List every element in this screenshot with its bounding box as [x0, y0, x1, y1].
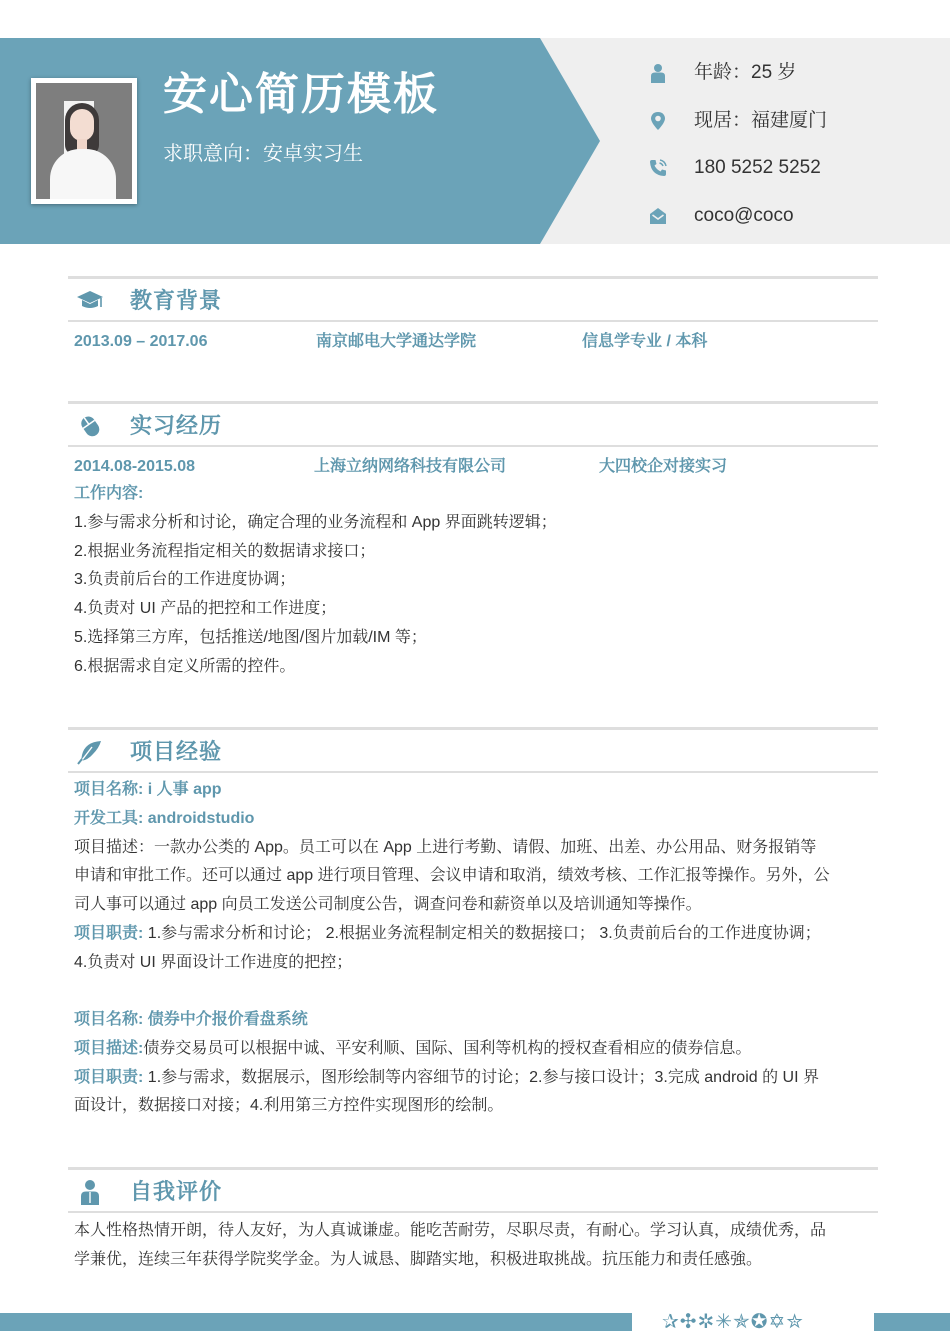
self-evaluation-line: 本人性格热情开朗，待人友好，为人真诚谦虚。能吃苦耐劳，尽职尽责，有耐心。学习认真，成绩优秀，品: [74, 1222, 827, 1239]
section-header: [68, 727, 878, 773]
feather-icon: [76, 739, 104, 765]
info-location-text: 现居：福建厦门: [694, 110, 828, 131]
project-duty-text: 1.参与需求，数据展示，图形绘制等内容细节的讨论；2.参与接口设计；3.完成 android 的 UI 界: [143, 1068, 819, 1086]
project-name-label: 项目名称:: [74, 1011, 148, 1028]
info-phone-text: 180 5252 5252: [694, 157, 821, 178]
internship-content: [74, 480, 874, 682]
resume-name: 安心简历模板: [163, 70, 439, 119]
graduation-cap-icon: [76, 288, 104, 314]
internship-role: 大四校企对接实习: [599, 458, 728, 475]
project-name: i 人事 app: [147, 781, 222, 798]
education-school: 南京邮电大学通达学院: [316, 333, 477, 350]
person-icon: [648, 63, 668, 83]
info-phone: [648, 153, 821, 183]
info-email: [648, 201, 794, 231]
self-evaluation-line: 学兼优，连续三年获得学院奖学金。为人诚恳、脚踏实地，积极进取挑战。抗压能力和责任感強。: [74, 1250, 763, 1268]
section-header: [68, 1167, 878, 1213]
education-major: 信息学专业 / 本科: [582, 333, 708, 350]
footer-bar-right: [874, 1313, 950, 1331]
info-location: [648, 106, 828, 136]
work-content-label: 工作内容:: [74, 485, 144, 502]
list-item: 4.负责对 UI 产品的把控和工作进度；: [74, 600, 337, 618]
user-icon: [76, 1179, 104, 1205]
list-item: 1.参与需求分析和讨论，确定合理的业务流程和 App 界面跳转逻辑；: [74, 513, 557, 531]
section-projects: [68, 727, 878, 1127]
section-title: 自我评价: [130, 1179, 223, 1204]
list-item: 5.选择第三方库，包括推送/地图/图片加载/IM 等；: [74, 628, 427, 646]
project-name-label: 项目名称:: [74, 781, 148, 798]
internship-period: 2014.08-2015.08: [74, 458, 195, 475]
project-name: 债券中介报价看盘系统: [147, 1011, 308, 1028]
footer-stars: ✰✣✲✳✯✪✡✮: [662, 1311, 805, 1333]
profile-photo: [31, 78, 137, 204]
section-title: 项目经验: [130, 739, 223, 764]
section-title: 教育背景: [130, 288, 223, 313]
footer-bar-left: [0, 1313, 632, 1331]
dev-tool: androidstudio: [147, 809, 255, 827]
project-duty-label: 项目职责:: [74, 1068, 144, 1086]
info-age-text: 年龄：25 岁: [694, 62, 797, 83]
section-internship: [68, 401, 878, 691]
project-desc-label: 项目描述:: [74, 1039, 144, 1057]
project-desc-text: 债券交易员可以根据中诚、平安利顺、国际、国利等机构的授权查看相应的债券信息。: [143, 1039, 752, 1057]
project-duty-text: 面设计，数据接口对接；4.利用第三方控件实现图形的绘制。: [74, 1097, 504, 1115]
list-item: 3.负责前后台的工作进度协调；: [74, 571, 296, 589]
project-duty-text: 1.参与需求分析和讨论； 2.根据业务流程制定相关的数据接口； 3.负责前后台的工作进度协调；: [143, 924, 821, 942]
project-desc-line: 司人事可以通过 app 向员工发送公司制度公告，调查问卷和薪资单以及培训通知等操作。: [74, 896, 702, 914]
mouse-icon: [76, 413, 104, 439]
internship-company: 上海立纳网络科技有限公司: [314, 458, 507, 475]
dev-tool-label: 开发工具:: [74, 809, 148, 827]
info-age: [648, 58, 797, 88]
email-icon: [648, 206, 668, 226]
section-header: [68, 276, 878, 322]
project-2: [74, 1006, 874, 1121]
education-period: 2013.09 – 2017.06: [74, 333, 208, 350]
project-duty-text: 4.负责对 UI 界面设计工作进度的把控；: [74, 953, 353, 971]
project-desc-line: 项目描述：一款办公类的 App。员工可以在 App 上进行考勤、请假、加班、出差、办公用品、财务报销等: [74, 838, 817, 856]
list-item: 6.根据需求自定义所需的控件。: [74, 657, 296, 675]
section-self-evaluation: [68, 1167, 878, 1277]
location-pin-icon: [648, 111, 668, 131]
section-education: [68, 276, 878, 376]
phone-icon: [648, 158, 668, 178]
project-desc-line: 申请和审批工作。还可以通过 app 进行项目管理、会议申请和取消，绩效考核、工作汇报等操作。另外，公: [74, 867, 830, 885]
job-intent: 求职意向：安卓实习生: [163, 143, 363, 165]
section-title: 实习经历: [130, 413, 223, 438]
info-email-text: coco@coco: [694, 205, 794, 226]
project-duty-label: 项目职责:: [74, 924, 144, 942]
section-header: [68, 401, 878, 447]
list-item: 2.根据业务流程指定相关的数据请求接口；: [74, 542, 376, 560]
project-1: [74, 776, 874, 978]
self-evaluation-text: [74, 1217, 874, 1275]
